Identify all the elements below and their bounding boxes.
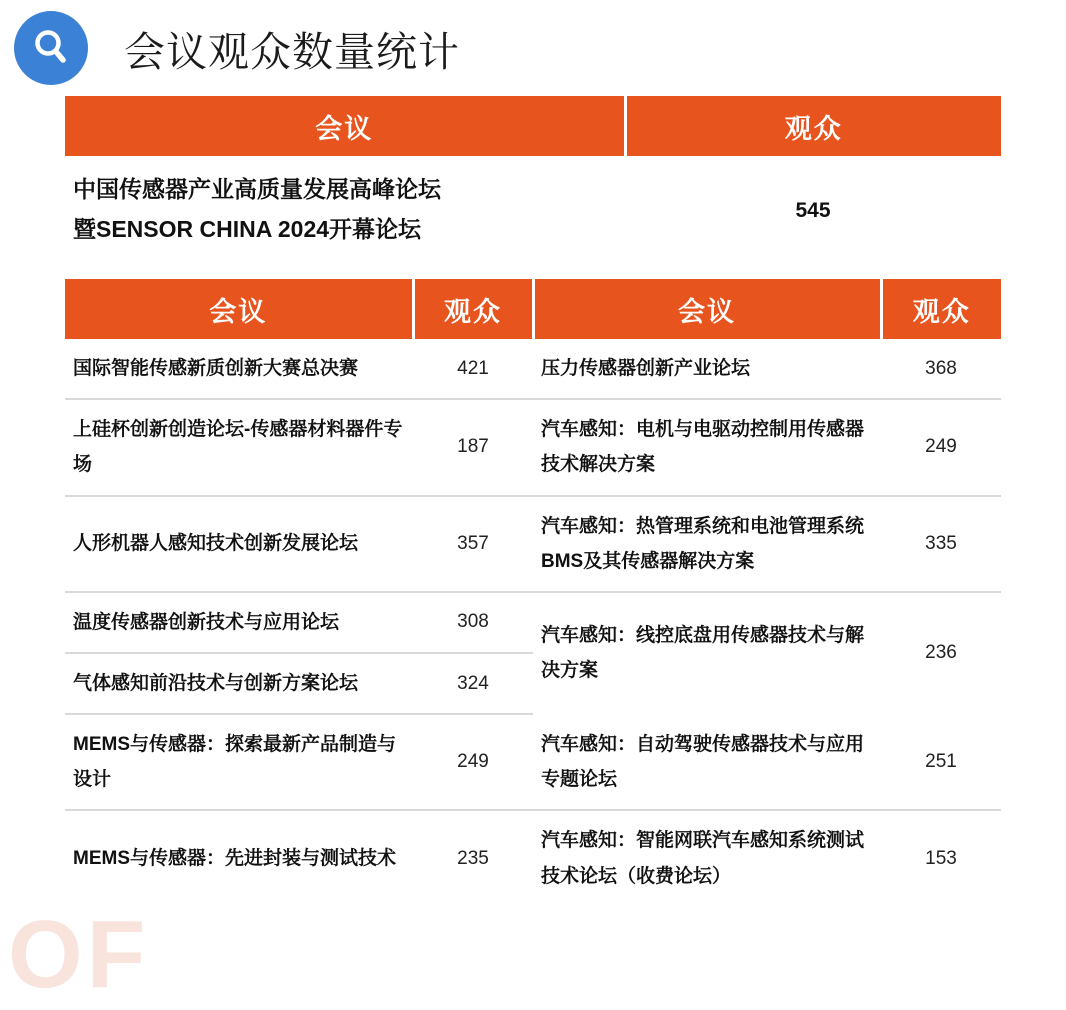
audience-count-cell: 368	[881, 339, 1001, 399]
table-row	[65, 810, 1001, 905]
audience-count-cell: 324	[413, 653, 533, 714]
page-title: 会议观众数量统计	[124, 28, 460, 75]
audience-count-cell: 187	[413, 399, 533, 495]
conference-name-cell: 汽车感知：智能网联汽车感知系统测试技术论坛（收费论坛）	[541, 830, 865, 887]
audience-count-cell: 251	[881, 714, 1001, 810]
conference-name-cell: 上硅杯创新创造论坛-传感器材料器件专场	[65, 399, 413, 495]
conference-name-cell: 气体感知前沿技术与创新方案论坛	[65, 653, 413, 714]
audience-count-cell: 357	[413, 496, 533, 592]
conference-name-cell	[65, 156, 625, 265]
audience-count-cell: 421	[413, 339, 533, 399]
conference-name-cell: MEMS与传感器：先进封装与测试技术	[73, 847, 397, 869]
table-header-row	[65, 96, 1001, 156]
audience-count-cell: 153	[925, 847, 957, 869]
audience-count-cell: 249	[413, 714, 533, 810]
audience-count-cell: 308	[413, 592, 533, 653]
column-header-audience-right: 观众	[881, 279, 1001, 339]
conference-name-cell: 压力传感器创新产业论坛	[533, 339, 881, 399]
page-header	[0, 0, 1066, 96]
conference-name-cell: 汽车感知：自动驾驶传感器技术与应用专题论坛	[533, 714, 881, 810]
sessions-table	[65, 279, 1001, 906]
conference-name-cell: 汽车感知：电机与电驱动控制用传感器技术解决方案	[533, 399, 881, 495]
table-row	[65, 399, 1001, 495]
column-header-audience: 观众	[625, 96, 1001, 156]
conference-name-cell: 国际智能传感新质创新大赛总决赛	[65, 339, 413, 399]
conference-name-line1: 中国传感器产业高质量发展高峰论坛	[73, 176, 441, 202]
audience-count-cell: 249	[881, 399, 1001, 495]
conference-name-line2: 暨SENSOR CHINA 2024开幕论坛	[73, 215, 422, 242]
conference-name-cell: 人形机器人感知技术创新发展论坛	[65, 496, 413, 592]
table-row	[65, 156, 1001, 265]
audience-count-cell: 545	[795, 198, 831, 222]
table-header-row	[65, 279, 1001, 339]
table-row	[65, 496, 1001, 592]
column-header-conference: 会议	[65, 96, 625, 156]
conference-name-cell: 汽车感知：线控底盘用传感器技术与解决方案	[541, 625, 865, 682]
watermark-text: OF	[8, 901, 150, 1008]
audience-count-cell: 236	[925, 642, 957, 664]
table-row	[65, 714, 1001, 810]
search-magnifier-icon	[14, 11, 88, 85]
conference-name-cell: 温度传感器创新技术与应用论坛	[65, 592, 413, 653]
table-row	[65, 592, 1001, 653]
audience-count-cell: 335	[881, 496, 1001, 592]
opening-forum-table	[65, 96, 1001, 265]
column-header-conference-right: 会议	[533, 279, 881, 339]
conference-name-cell: 汽车感知：热管理系统和电池管理系统BMS及其传感器解决方案	[533, 496, 881, 592]
tables-container	[65, 96, 1001, 906]
table-row	[65, 339, 1001, 399]
column-header-audience-left: 观众	[413, 279, 533, 339]
audience-count-cell: 235	[457, 847, 489, 869]
column-header-conference-left: 会议	[65, 279, 413, 339]
conference-name-cell: MEMS与传感器：探索最新产品制造与设计	[65, 714, 413, 810]
